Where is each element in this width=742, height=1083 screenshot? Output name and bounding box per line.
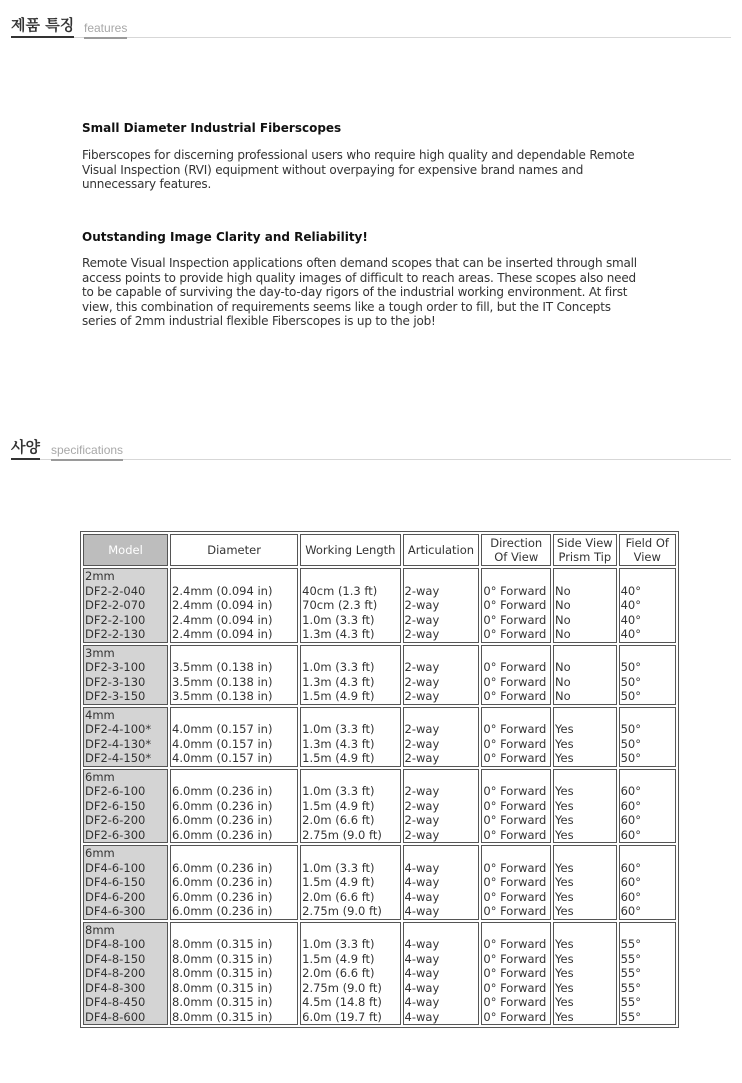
working-length-value: 1.3m (4.3 ft) — [302, 627, 375, 641]
cell-model — [83, 645, 168, 705]
model-value: DF2-3-130 — [85, 674, 146, 689]
direction-of-view-value: 0° Forward — [483, 598, 547, 612]
cell-working-length — [300, 707, 400, 767]
model-value: DF2-4-130* — [85, 736, 152, 751]
articulation-value: 4-way — [404, 875, 440, 889]
working-length-value: 1.0m (3.3 ft) — [302, 937, 375, 951]
field-of-view-value: 60° — [620, 827, 641, 842]
side-view-prism-tip-value: Yes — [555, 784, 574, 798]
feature-title: Small Diameter Industrial Fiberscopes — [82, 121, 342, 135]
field-of-view-value: 50° — [620, 689, 641, 703]
side-view-prism-tip-value: Yes — [555, 980, 574, 995]
cell-side-view-prism-tip — [553, 769, 617, 844]
diameter-value: 6.0mm (0.236 in) — [172, 813, 273, 827]
specs-heading-en: specifications — [51, 442, 123, 461]
cell-direction-of-view — [481, 769, 551, 844]
table-row-group — [83, 645, 676, 705]
model-value: DF4-6-100 — [85, 860, 146, 875]
direction-of-view-value: 0° Forward — [483, 860, 547, 875]
working-length-value: 6.0m (19.7 ft) — [302, 1009, 382, 1024]
side-view-prism-tip-value: Yes — [555, 1009, 574, 1024]
model-value: DF4-8-150 — [85, 951, 146, 966]
group-size-label: 6mm — [85, 846, 115, 860]
direction-of-view-value: 0° Forward — [483, 674, 547, 689]
field-of-view-value: 40° — [620, 598, 641, 612]
group-size-label: 3mm — [85, 645, 115, 660]
features-section-header — [11, 15, 731, 38]
articulation-value: 4-way — [404, 951, 440, 966]
field-of-view-value: 50° — [620, 674, 641, 689]
side-view-prism-tip-value: Yes — [555, 966, 574, 980]
cell-direction-of-view — [481, 845, 551, 920]
diameter-value: 4.0mm (0.157 in) — [172, 736, 273, 751]
diameter-value: 6.0mm (0.236 in) — [172, 860, 273, 875]
diameter-value: 8.0mm (0.315 in) — [172, 966, 273, 980]
diameter-value: 3.5mm (0.138 in) — [172, 689, 273, 703]
side-view-prism-tip-value: No — [555, 674, 571, 689]
specs-heading-ko: 사양 — [11, 438, 40, 460]
direction-of-view-value: 0° Forward — [483, 980, 547, 995]
cell-model — [83, 568, 168, 643]
header-field-of-view: Field Of View — [619, 534, 676, 566]
direction-of-view-value: 0° Forward — [483, 951, 547, 966]
cell-model — [83, 845, 168, 920]
cell-field-of-view — [619, 707, 676, 767]
model-value: DF4-6-150 — [85, 875, 146, 889]
working-length-value: 1.5m (4.9 ft) — [302, 951, 375, 966]
articulation-value: 2-way — [404, 598, 440, 612]
field-of-view-value: 60° — [620, 798, 641, 813]
group-size-label: 8mm — [85, 922, 115, 937]
diameter-value: 4.0mm (0.157 in) — [172, 722, 273, 736]
direction-of-view-value: 0° Forward — [483, 736, 547, 751]
articulation-value: 4-way — [404, 1009, 440, 1024]
cell-articulation — [403, 845, 480, 920]
field-of-view-value: 55° — [620, 980, 641, 995]
field-of-view-value: 55° — [620, 937, 641, 951]
direction-of-view-value: 0° Forward — [483, 827, 547, 842]
cell-diameter — [170, 769, 298, 844]
field-of-view-value: 60° — [620, 889, 641, 904]
side-view-prism-tip-value: Yes — [555, 889, 574, 904]
side-view-prism-tip-value: Yes — [555, 751, 574, 765]
articulation-value: 2-way — [404, 813, 440, 827]
diameter-value: 8.0mm (0.315 in) — [172, 980, 273, 995]
header-articulation: Articulation — [403, 534, 480, 566]
diameter-value: 6.0mm (0.236 in) — [172, 798, 273, 813]
model-value: DF4-8-600 — [85, 1009, 146, 1024]
working-length-value: 1.0m (3.3 ft) — [302, 612, 375, 627]
field-of-view-value: 50° — [620, 751, 641, 765]
cell-side-view-prism-tip — [553, 845, 617, 920]
cell-side-view-prism-tip — [553, 568, 617, 643]
working-length-value: 1.0m (3.3 ft) — [302, 784, 375, 798]
diameter-value: 8.0mm (0.315 in) — [172, 995, 273, 1009]
working-length-value: 1.5m (4.9 ft) — [302, 798, 375, 813]
cell-side-view-prism-tip — [553, 707, 617, 767]
working-length-value: 2.75m (9.0 ft) — [302, 904, 382, 918]
cell-articulation — [403, 645, 480, 705]
table-row-group — [83, 922, 676, 1026]
header-working-length: Working Length — [300, 534, 400, 566]
model-value: DF2-6-300 — [85, 827, 146, 842]
header-direction-of-view: Direction Of View — [481, 534, 551, 566]
model-value: DF2-6-100 — [85, 784, 146, 798]
direction-of-view-value: 0° Forward — [483, 889, 547, 904]
cell-field-of-view — [619, 769, 676, 844]
working-length-value: 40cm (1.3 ft) — [302, 583, 378, 598]
cell-field-of-view — [619, 922, 676, 1026]
field-of-view-value: 55° — [620, 966, 641, 980]
direction-of-view-value: 0° Forward — [483, 583, 547, 598]
side-view-prism-tip-value: Yes — [555, 995, 574, 1009]
articulation-value: 2-way — [404, 751, 440, 765]
direction-of-view-value: 0° Forward — [483, 689, 547, 703]
table-row-group — [83, 568, 676, 643]
cell-working-length — [300, 568, 400, 643]
diameter-value: 3.5mm (0.138 in) — [172, 660, 273, 674]
cell-model — [83, 707, 168, 767]
table-row-group — [83, 769, 676, 844]
articulation-value: 2-way — [404, 722, 440, 736]
cell-side-view-prism-tip — [553, 922, 617, 1026]
articulation-value: 4-way — [404, 889, 440, 904]
feature-body: Fiberscopes for discerning professional users who require high quality and dependable Remote Visual Inspection (RVI) equipment without overpaying for expensive brand names and unnecessary features. — [82, 148, 635, 191]
articulation-value: 4-way — [404, 980, 440, 995]
diameter-value: 2.4mm (0.094 in) — [172, 598, 273, 612]
side-view-prism-tip-value: Yes — [555, 827, 574, 842]
working-length-value: 70cm (2.3 ft) — [302, 598, 378, 612]
field-of-view-value: 50° — [620, 660, 641, 674]
cell-working-length — [300, 645, 400, 705]
side-view-prism-tip-value: No — [555, 627, 571, 641]
working-length-value: 1.5m (4.9 ft) — [302, 751, 375, 765]
cell-working-length — [300, 845, 400, 920]
group-size-label: 4mm — [85, 707, 115, 722]
cell-articulation — [403, 707, 480, 767]
side-view-prism-tip-value: Yes — [555, 736, 574, 751]
articulation-value: 2-way — [404, 798, 440, 813]
diameter-value: 2.4mm (0.094 in) — [172, 612, 273, 627]
field-of-view-value: 60° — [620, 860, 641, 875]
side-view-prism-tip-value: Yes — [555, 904, 574, 918]
cell-direction-of-view — [481, 707, 551, 767]
articulation-value: 2-way — [404, 784, 440, 798]
diameter-value: 6.0mm (0.236 in) — [172, 889, 273, 904]
model-value: DF2-4-100* — [85, 722, 152, 736]
field-of-view-value: 40° — [620, 612, 641, 627]
model-value: DF2-2-070 — [85, 598, 146, 612]
diameter-value: 6.0mm (0.236 in) — [172, 875, 273, 889]
working-length-value: 2.75m (9.0 ft) — [302, 980, 382, 995]
model-value: DF2-2-130 — [85, 627, 146, 641]
working-length-value: 1.3m (4.3 ft) — [302, 674, 375, 689]
articulation-value: 2-way — [404, 689, 440, 703]
articulation-value: 2-way — [404, 583, 440, 598]
model-value: DF4-8-450 — [85, 995, 146, 1009]
specs-section-header — [11, 437, 731, 460]
articulation-value: 2-way — [404, 627, 440, 641]
side-view-prism-tip-value: No — [555, 612, 571, 627]
cell-working-length — [300, 769, 400, 844]
cell-articulation — [403, 769, 480, 844]
features-heading-ko: 제품 특징 — [11, 16, 74, 38]
diameter-value: 3.5mm (0.138 in) — [172, 674, 273, 689]
direction-of-view-value: 0° Forward — [483, 798, 547, 813]
model-value: DF2-6-200 — [85, 813, 146, 827]
working-length-value: 1.5m (4.9 ft) — [302, 875, 375, 889]
working-length-value: 4.5m (14.8 ft) — [302, 995, 382, 1009]
working-length-value: 1.0m (3.3 ft) — [302, 860, 375, 875]
direction-of-view-value: 0° Forward — [483, 813, 547, 827]
cell-model — [83, 922, 168, 1026]
articulation-value: 2-way — [404, 827, 440, 842]
direction-of-view-value: 0° Forward — [483, 660, 547, 674]
diameter-value: 8.0mm (0.315 in) — [172, 937, 273, 951]
cell-side-view-prism-tip — [553, 645, 617, 705]
header-diameter: Diameter — [170, 534, 298, 566]
working-length-value: 1.3m (4.3 ft) — [302, 736, 375, 751]
cell-model — [83, 769, 168, 844]
side-view-prism-tip-value: No — [555, 583, 571, 598]
direction-of-view-value: 0° Forward — [483, 966, 547, 980]
articulation-value: 2-way — [404, 674, 440, 689]
group-size-label: 6mm — [85, 769, 115, 784]
field-of-view-value: 55° — [620, 995, 641, 1009]
articulation-value: 4-way — [404, 904, 440, 918]
model-value: DF2-6-150 — [85, 798, 146, 813]
working-length-value: 1.0m (3.3 ft) — [302, 660, 375, 674]
specifications-table — [80, 531, 679, 1028]
working-length-value: 2.0m (6.6 ft) — [302, 966, 375, 980]
model-value: DF4-8-300 — [85, 980, 146, 995]
field-of-view-value: 40° — [620, 627, 641, 641]
model-value: DF4-8-100 — [85, 937, 146, 951]
field-of-view-value: 60° — [620, 904, 641, 918]
field-of-view-value: 60° — [620, 784, 641, 798]
articulation-value: 4-way — [404, 937, 440, 951]
model-value: DF2-3-100 — [85, 660, 146, 674]
diameter-value: 6.0mm (0.236 in) — [172, 904, 273, 918]
direction-of-view-value: 0° Forward — [483, 612, 547, 627]
articulation-value: 2-way — [404, 612, 440, 627]
direction-of-view-value: 0° Forward — [483, 1009, 547, 1024]
cell-diameter — [170, 922, 298, 1026]
direction-of-view-value: 0° Forward — [483, 995, 547, 1009]
cell-diameter — [170, 707, 298, 767]
cell-working-length — [300, 922, 400, 1026]
articulation-value: 2-way — [404, 736, 440, 751]
side-view-prism-tip-value: Yes — [555, 722, 574, 736]
feature-body: Remote Visual Inspection applications often demand scopes that can be inserted through small access points to provide high quality images of difficult to reach areas. These scopes also need to be capable of surviving the day-to-day rigors of the industrial working environment. At first view, this combination of requirements seems like a tough order to fill, but the IT Concepts series of 2mm industrial flexible Fiberscopes is up to the job! — [82, 256, 637, 328]
header-model: Model — [83, 534, 168, 566]
articulation-value: 4-way — [404, 966, 440, 980]
side-view-prism-tip-value: No — [555, 689, 571, 703]
working-length-value: 1.0m (3.3 ft) — [302, 722, 375, 736]
working-length-value: 2.0m (6.6 ft) — [302, 889, 375, 904]
diameter-value: 2.4mm (0.094 in) — [172, 627, 273, 641]
articulation-value: 2-way — [404, 660, 440, 674]
direction-of-view-value: 0° Forward — [483, 784, 547, 798]
diameter-value: 6.0mm (0.236 in) — [172, 827, 273, 842]
side-view-prism-tip-value: No — [555, 660, 571, 674]
diameter-value: 2.4mm (0.094 in) — [172, 583, 273, 598]
cell-diameter — [170, 845, 298, 920]
cell-articulation — [403, 922, 480, 1026]
cell-direction-of-view — [481, 568, 551, 643]
model-value: DF2-2-100 — [85, 612, 146, 627]
direction-of-view-value: 0° Forward — [483, 875, 547, 889]
side-view-prism-tip-value: Yes — [555, 798, 574, 813]
cell-field-of-view — [619, 645, 676, 705]
field-of-view-value: 55° — [620, 1009, 641, 1024]
field-of-view-value: 40° — [620, 583, 641, 598]
side-view-prism-tip-value: Yes — [555, 860, 574, 875]
cell-direction-of-view — [481, 922, 551, 1026]
side-view-prism-tip-value: No — [555, 598, 571, 612]
direction-of-view-value: 0° Forward — [483, 937, 547, 951]
side-view-prism-tip-value: Yes — [555, 951, 574, 966]
direction-of-view-value: 0° Forward — [483, 751, 547, 765]
working-length-value: 1.5m (4.9 ft) — [302, 689, 375, 703]
group-size-label: 2mm — [85, 569, 115, 583]
features-heading-en: features — [84, 20, 127, 39]
table-row-group — [83, 707, 676, 767]
model-value: DF2-3-150 — [85, 689, 146, 703]
field-of-view-value: 55° — [620, 951, 641, 966]
model-value: DF2-2-040 — [85, 583, 146, 598]
model-value: DF4-6-300 — [85, 904, 146, 918]
cell-diameter — [170, 645, 298, 705]
side-view-prism-tip-value: Yes — [555, 813, 574, 827]
cell-field-of-view — [619, 845, 676, 920]
cell-direction-of-view — [481, 645, 551, 705]
field-of-view-value: 50° — [620, 736, 641, 751]
cell-field-of-view — [619, 568, 676, 643]
header-side-view-prism-tip: Side View Prism Tip — [553, 534, 617, 566]
model-value: DF4-8-200 — [85, 966, 146, 980]
diameter-value: 8.0mm (0.315 in) — [172, 951, 273, 966]
direction-of-view-value: 0° Forward — [483, 722, 547, 736]
field-of-view-value: 60° — [620, 813, 641, 827]
model-value: DF4-6-200 — [85, 889, 146, 904]
table-row-group — [83, 845, 676, 920]
field-of-view-value: 60° — [620, 875, 641, 889]
model-value: DF2-4-150* — [85, 751, 152, 765]
cell-diameter — [170, 568, 298, 643]
side-view-prism-tip-value: Yes — [555, 875, 574, 889]
field-of-view-value: 50° — [620, 722, 641, 736]
working-length-value: 2.75m (9.0 ft) — [302, 827, 382, 842]
diameter-value: 8.0mm (0.315 in) — [172, 1009, 273, 1024]
working-length-value: 2.0m (6.6 ft) — [302, 813, 375, 827]
table-header-row — [83, 534, 676, 566]
feature-title: Outstanding Image Clarity and Reliability! — [82, 230, 368, 244]
diameter-value: 6.0mm (0.236 in) — [172, 784, 273, 798]
side-view-prism-tip-value: Yes — [555, 937, 574, 951]
direction-of-view-value: 0° Forward — [483, 627, 547, 641]
direction-of-view-value: 0° Forward — [483, 904, 547, 918]
diameter-value: 4.0mm (0.157 in) — [172, 751, 273, 765]
articulation-value: 4-way — [404, 995, 440, 1009]
articulation-value: 4-way — [404, 860, 440, 875]
cell-articulation — [403, 568, 480, 643]
